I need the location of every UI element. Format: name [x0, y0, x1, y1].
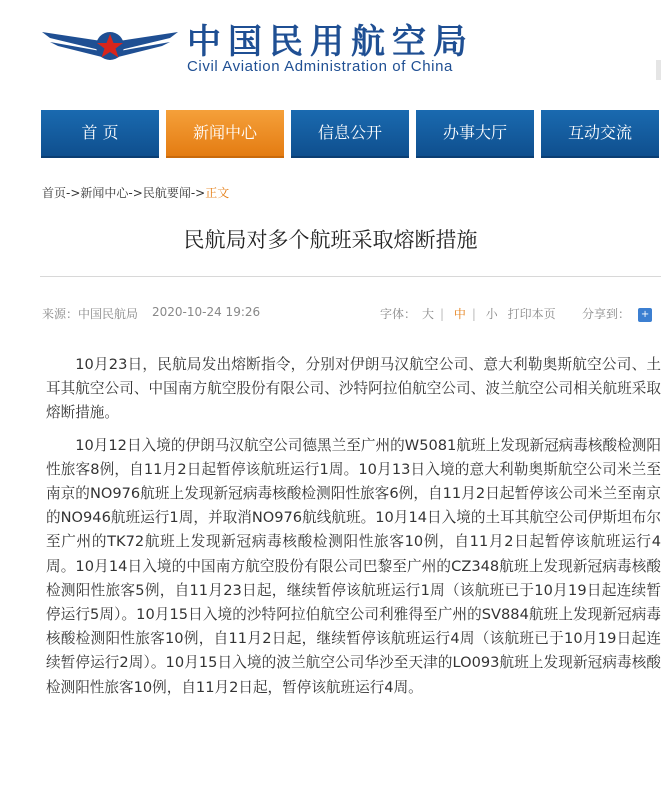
nav-item-interaction[interactable]: 互动交流 — [541, 110, 659, 158]
print-link[interactable]: 打印本页 — [507, 307, 556, 321]
font-size-controls: 字体： 大 | 中 | 小 打印本页 — [380, 307, 556, 321]
article-date: 2020-10-24 19:26 — [152, 305, 261, 319]
article-paragraph: 10月23日，民航局发出熔断指令，分别对伊朗马汉航空公司、意大利勒奥斯航空公司、土耳其航空公司、中国南方航空股份有限公司、沙特阿拉伯航空公司、波兰航空公司相关航班采取熔断措施。 — [46, 356, 661, 422]
site-header — [0, 0, 661, 100]
font-size-label: 字体： — [380, 307, 417, 321]
article-body — [46, 353, 661, 708]
breadcrumb-home[interactable]: 首页 — [42, 186, 67, 200]
font-medium-link[interactable]: 中 — [453, 307, 466, 321]
breadcrumb-separator: -> — [190, 186, 206, 200]
site-subtitle: Civil Aviation Administration of China — [187, 58, 453, 75]
breadcrumb-news-center[interactable]: 新闻中心 — [80, 186, 129, 200]
main-nav — [0, 110, 661, 158]
share-section — [582, 305, 652, 322]
font-small-link[interactable]: 小 — [485, 307, 498, 321]
nav-item-home[interactable]: 首 页 — [41, 110, 159, 158]
breadcrumb-separator: -> — [66, 186, 81, 200]
article-paragraph: 10月12日入境的伊朗马汉航空公司德黑兰至广州的W5081航班上发现新冠病毒核酸检测阳性旅客8例，自11月2日起暂停该航班运行1周。10月13日入境的意大利勒奥斯航空公司米兰至南京的NO976航班上发现新冠病毒核酸检测阳性旅客6例，自11月2日起暂停该公司米兰至南京的NO946航班运行1周，并取消NO976航线航班。10月14日入境的土耳其航空公司伊斯坦布尔至广州的TK72航班上发现新冠病毒核酸检测阳性旅客10例，自11月2日起暂停该航班运行4周。10月14日入境的中国南方航空股份有限公司巴黎至广州的CZ348航班上发现新冠病毒核酸检测阳性旅客5例，自11月23日起，继续暂停该航班运行1周（该航班已于10月19日起连续暂停运行5周）。10月15日入境的沙特阿拉伯航空公司利雅得至广州的SV884航班上发现新冠病毒核酸检测阳性旅客10例，自11月2日起，继续暂停该航班运行4周（该航班已于10月19日起连续暂停运行2周）。10月15日入境的波兰航空公司华沙至天津的LO093航班上发现新冠病毒核酸检测阳性旅客10例，自11月2日起，暂停该航班运行4周。 — [46, 436, 661, 696]
breadcrumb-aviation-news[interactable]: 民航要闻 — [142, 186, 191, 200]
title-divider — [40, 276, 661, 277]
nav-item-service-hall[interactable]: 办事大厅 — [416, 110, 534, 158]
article-title: 民航局对多个航班采取熔断措施 — [183, 228, 478, 252]
site-title: 中国民用航空局 — [187, 22, 474, 62]
share-plus-icon[interactable]: + — [638, 308, 652, 322]
breadcrumb — [42, 184, 229, 201]
nav-item-news-center[interactable]: 新闻中心 — [166, 110, 284, 158]
nav-item-info-disclosure[interactable]: 信息公开 — [291, 110, 409, 158]
breadcrumb-separator: -> — [128, 186, 143, 200]
article-source: 来源：中国民航局 — [42, 307, 139, 321]
share-label: 分享到： — [582, 307, 631, 321]
caac-logo-icon[interactable] — [40, 22, 180, 68]
breadcrumb-current: 正文 — [205, 186, 230, 200]
scroll-edge — [656, 60, 661, 80]
font-large-link[interactable]: 大 — [422, 307, 435, 321]
